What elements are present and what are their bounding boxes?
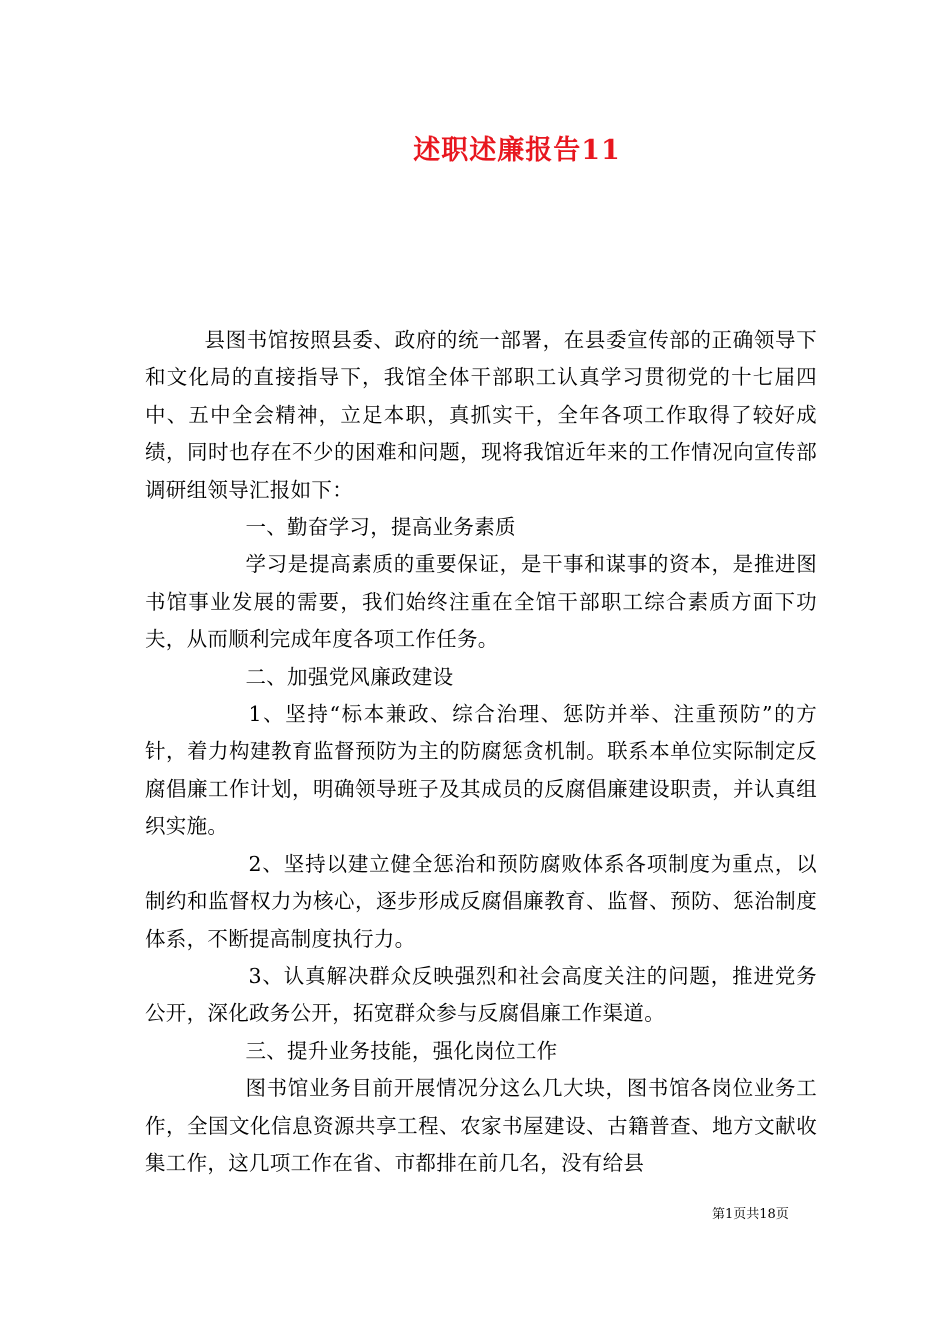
document-title: 述职述廉报告11 <box>413 135 621 166</box>
body-paragraph: 学习是提高素质的重要保证，是干事和谋事的资本，是推进图书馆事业发展的需要，我们始终注重在全馆干部职工综合素质方面下功夫，从而顺利完成年度各项工作任务。 <box>145 552 817 652</box>
body-paragraph: 1、坚持“标本兼政、综合治理、惩防并举、注重预防”的方针，着力构建教育监督预防为主的防腐惩贪机制。联系本单位实际制定反腐倡廉工作计划，明确领导班子及其成员的反腐倡廉建设职责，并认真组织实施。 <box>145 702 817 839</box>
body-paragraph: 3、认真解决群众反映强烈和社会高度关注的问题，推进党务公开，深化政务公开，拓宽群众参与反腐倡廉工作渠道。 <box>145 963 817 1026</box>
body-paragraph: 图书馆业务目前开展情况分这么几大块，图书馆各岗位业务工作，全国文化信息资源共享工程、农家书屋建设、古籍普查、地方文献收集工作，这几项工作在省、市都排在前几名，没有给县 <box>145 1076 817 1175</box>
section-heading-1: 一、勤奋学习，提高业务素质 <box>245 515 516 540</box>
page-number-footer: 第1页共18页 <box>712 1207 789 1222</box>
section-heading-3: 三、提升业务技能，强化岗位工作 <box>245 1038 558 1063</box>
document-body <box>145 322 817 1182</box>
section-heading-2: 二、加强党风廉政建设 <box>245 664 454 689</box>
intro-paragraph: 县图书馆按照县委、政府的统一部署，在县委宣传部的正确领导下和文化局的直接指导下，我馆全体干部职工认真学习贯彻党的十七届四中、五中全会精神，立足本职，真抓实干，全年各项工作取得了较好成绩，同时也存在不少的困难和问题，现将我馆近年来的工作情况向宣传部调研组领导汇报如下： <box>145 328 817 502</box>
body-paragraph: 2、坚持以建立健全惩治和预防腐败体系各项制度为重点，以制约和监督权力为核心，逐步形成反腐倡廉教育、监督、预防、惩治制度体系，不断提高制度执行力。 <box>145 851 817 951</box>
